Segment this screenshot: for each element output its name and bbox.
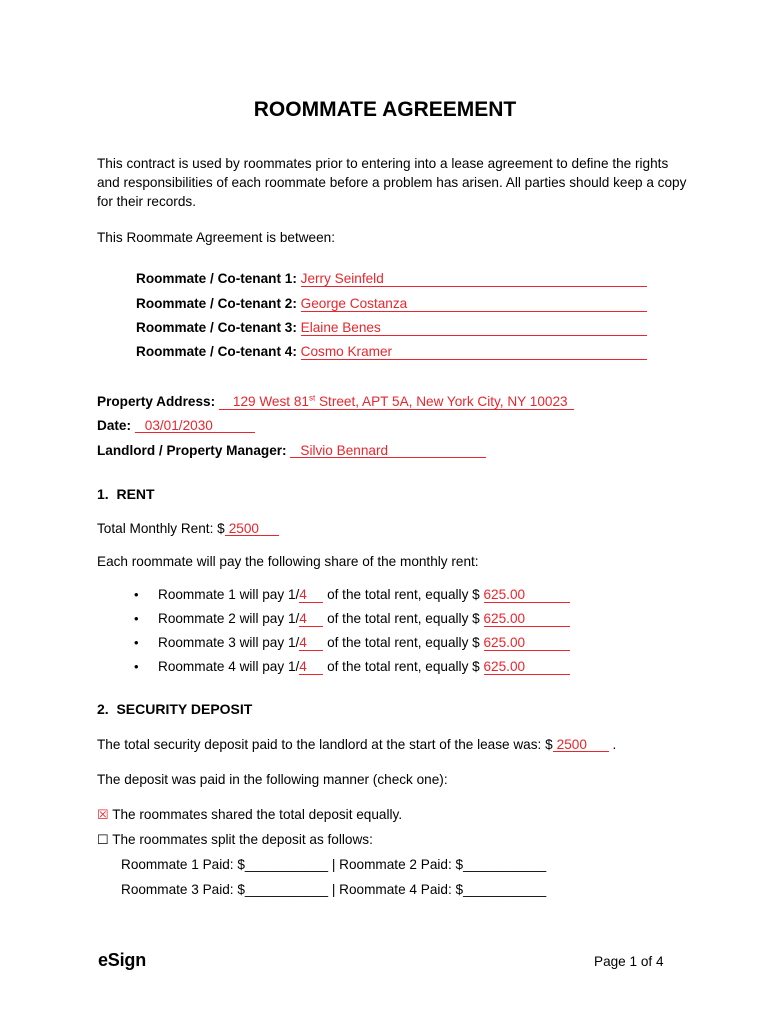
landlord-row bbox=[97, 442, 486, 460]
split-line-1: Roommate 1 Paid: $___________ | Roommate 2 Paid: $___________ bbox=[121, 857, 547, 872]
share-denominator-field[interactable]: 4 bbox=[299, 659, 323, 675]
share-text: Roommate 4 will pay 1/ bbox=[158, 659, 300, 674]
share-denominator-field[interactable]: 4 bbox=[299, 635, 323, 651]
unchecked-box-icon[interactable]: ☐ bbox=[97, 832, 109, 847]
deposit-option-2[interactable] bbox=[97, 831, 373, 849]
property-address-row bbox=[97, 393, 574, 411]
share-amount-field[interactable]: 625.00 bbox=[484, 587, 570, 603]
cotenant-2-field[interactable]: George Costanza bbox=[301, 296, 647, 312]
deposit-heading: 2. SECURITY DEPOSIT bbox=[97, 701, 253, 717]
esign-logo: eSign bbox=[98, 950, 147, 970]
deposit-total-row bbox=[97, 736, 616, 754]
date-row bbox=[97, 417, 255, 435]
address-part: Street, APT 5A, New York City, NY 10023 bbox=[315, 394, 568, 409]
share-text: of the total rent, equally $ bbox=[327, 587, 480, 602]
cotenant-label: Roommate / Co-tenant 3: bbox=[136, 320, 297, 335]
rent-heading: 1. RENT bbox=[97, 486, 155, 502]
share-row-2 bbox=[134, 610, 570, 628]
deposit-option-1[interactable] bbox=[97, 806, 402, 824]
address-part: 129 West 81 bbox=[232, 394, 309, 409]
cotenant-row-3 bbox=[136, 319, 647, 337]
property-address-label: Property Address: bbox=[97, 394, 216, 409]
share-text: Roommate 1 will pay 1/ bbox=[158, 587, 300, 602]
deposit-option-2-text: The roommates split the deposit as follows: bbox=[112, 832, 373, 847]
share-denominator-field[interactable]: 4 bbox=[299, 611, 323, 627]
share-row-1 bbox=[134, 586, 570, 604]
total-rent-row bbox=[97, 520, 279, 538]
share-text: Roommate 3 will pay 1/ bbox=[158, 635, 300, 650]
bullet-icon: • bbox=[134, 587, 139, 602]
between-text: This Roommate Agreement is between: bbox=[97, 230, 336, 245]
cotenant-row-2 bbox=[136, 295, 647, 313]
cotenant-label: Roommate / Co-tenant 2: bbox=[136, 296, 297, 311]
checked-box-icon[interactable]: ☒ bbox=[97, 807, 109, 822]
total-rent-label: Total Monthly Rent: $ bbox=[97, 521, 225, 536]
split-line-2: Roommate 3 Paid: $___________ | Roommate 4 Paid: $___________ bbox=[121, 882, 547, 897]
date-label: Date: bbox=[97, 418, 131, 433]
total-rent-field[interactable]: 2500 bbox=[225, 521, 279, 536]
share-row-3 bbox=[134, 634, 570, 652]
share-text: of the total rent, equally $ bbox=[327, 611, 480, 626]
cotenant-3-field[interactable]: Elaine Benes bbox=[301, 320, 647, 336]
page-number: Page 1 of 4 bbox=[594, 954, 664, 969]
share-text: of the total rent, equally $ bbox=[327, 635, 480, 650]
share-text: of the total rent, equally $ bbox=[327, 659, 480, 674]
deposit-total-field[interactable]: 2500 bbox=[553, 737, 609, 752]
deposit-total-suffix: . bbox=[612, 737, 617, 752]
address-sup: st bbox=[308, 393, 316, 403]
share-amount-field[interactable]: 625.00 bbox=[484, 635, 570, 651]
cotenant-1-field[interactable]: Jerry Seinfeld bbox=[301, 271, 647, 287]
document-title: ROOMMATE AGREEMENT bbox=[253, 98, 517, 121]
bullet-icon: • bbox=[134, 659, 139, 674]
cotenant-row-1 bbox=[136, 270, 647, 288]
deposit-option-1-text: The roommates shared the total deposit equally. bbox=[112, 807, 403, 822]
share-amount-field[interactable]: 625.00 bbox=[484, 611, 570, 627]
share-row-4 bbox=[134, 658, 570, 676]
share-amount-field[interactable]: 625.00 bbox=[484, 659, 570, 675]
share-intro: Each roommate will pay the following share of the monthly rent: bbox=[97, 554, 479, 569]
share-text: Roommate 2 will pay 1/ bbox=[158, 611, 300, 626]
deposit-total-label: The total security deposit paid to the landlord at the start of the lease was: $ bbox=[97, 737, 553, 752]
cotenant-label: Roommate / Co-tenant 4: bbox=[136, 344, 297, 359]
deposit-manner-label: The deposit was paid in the following manner (check one): bbox=[97, 772, 448, 787]
date-field[interactable]: 03/01/2030 bbox=[135, 418, 255, 433]
cotenant-4-field[interactable]: Cosmo Kramer bbox=[301, 344, 647, 360]
property-address-field[interactable] bbox=[219, 394, 574, 410]
bullet-icon: • bbox=[134, 635, 139, 650]
landlord-field[interactable]: Silvio Bennard bbox=[290, 443, 486, 458]
intro-paragraph: This contract is used by roommates prior to entering into a lease agreement to define the rights and responsibilities of each roommate before a problem has arisen. All parties should keep a copy for their records. bbox=[97, 156, 687, 209]
cotenant-row-4 bbox=[136, 343, 647, 361]
cotenant-label: Roommate / Co-tenant 1: bbox=[136, 271, 297, 286]
share-denominator-field[interactable]: 4 bbox=[299, 587, 323, 603]
bullet-icon: • bbox=[134, 611, 139, 626]
landlord-label: Landlord / Property Manager: bbox=[97, 443, 287, 458]
